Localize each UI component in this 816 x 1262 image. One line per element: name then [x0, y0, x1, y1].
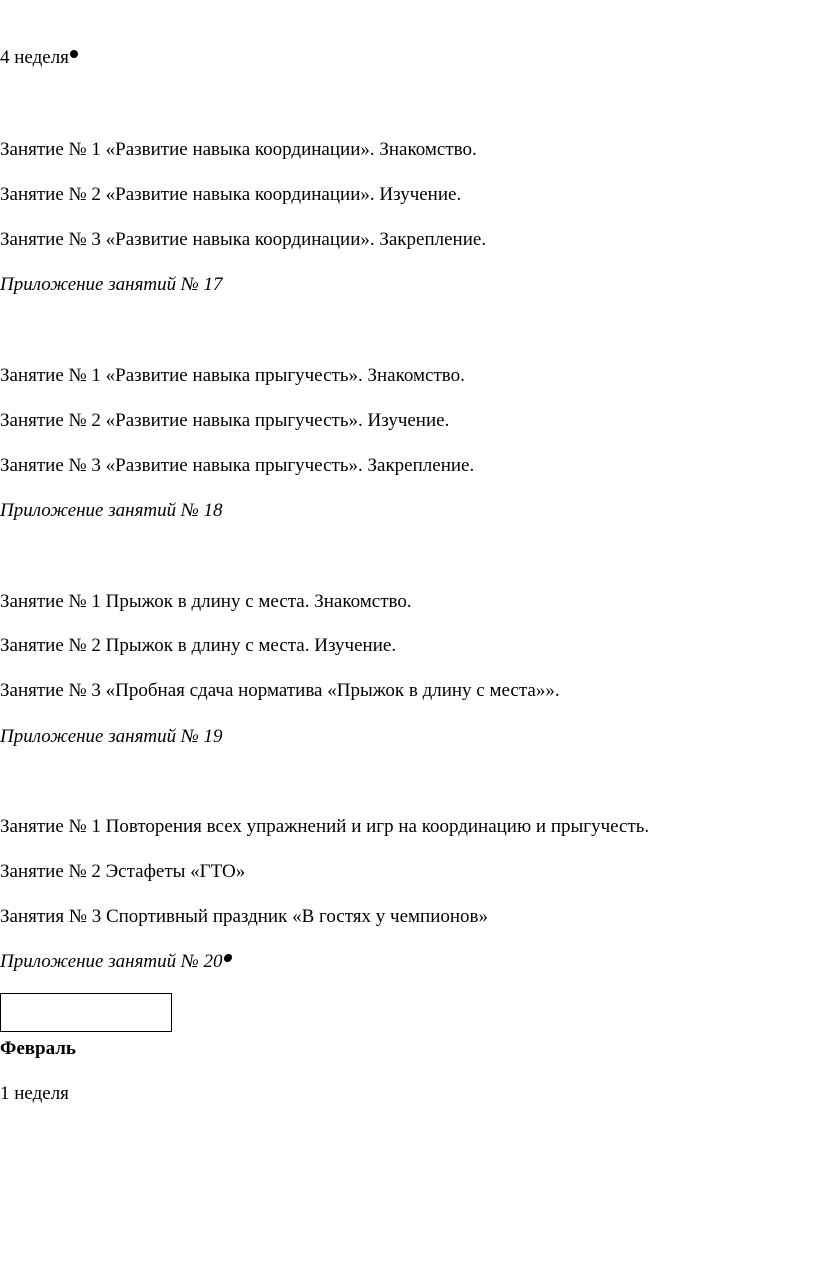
week-heading: 1 неделя [0, 1083, 69, 1104]
lesson-line: Занятие № 2 Прыжок в длину с места. Изучение. [0, 635, 397, 656]
appendix-line: Приложение занятий № 17 [0, 274, 223, 295]
lesson-line: Занятие № 1 Повторения всех упражнений и игр на координацию и прыгучесть. [0, 816, 650, 837]
lesson-line: Занятие № 3 «Пробная сдача норматива «Прыжок в длину с места»». [0, 680, 560, 701]
lesson-line: Занятие № 3 «Развитие навыка координации». Закрепление. [0, 229, 487, 250]
bullet-dot-icon [70, 50, 78, 58]
lesson-line: Занятие № 3 «Развитие навыка прыгучесть». Закрепление. [0, 455, 475, 476]
lesson-line: Занятие № 1 «Развитие навыка координации». Знакомство. [0, 139, 477, 160]
month-heading: Февраль [0, 1038, 76, 1059]
lesson-line: Занятия № 3 Спортивный праздник «В гостях у чемпионов» [0, 906, 489, 927]
bullet-dot-icon [223, 954, 232, 962]
appendix-line: Приложение занятий № 20 [0, 950, 232, 974]
lesson-line: Занятие № 1 «Развитие навыка прыгучесть». Знакомство. [0, 365, 465, 386]
appendix-line: Приложение занятий № 18 [0, 500, 223, 521]
lesson-line: Занятие № 2 «Развитие навыка координации». Изучение. [0, 184, 462, 205]
lesson-line: Занятие № 2 «Развитие навыка прыгучесть». Изучение. [0, 410, 450, 431]
appendix-line: Приложение занятий № 19 [0, 726, 223, 747]
lesson-line: Занятие № 2 Эстафеты «ГТО» [0, 861, 246, 882]
week-heading: 4 неделя [0, 46, 78, 70]
empty-frame [0, 993, 172, 1032]
lesson-line: Занятие № 1 Прыжок в длину с места. Знакомство. [0, 591, 412, 612]
